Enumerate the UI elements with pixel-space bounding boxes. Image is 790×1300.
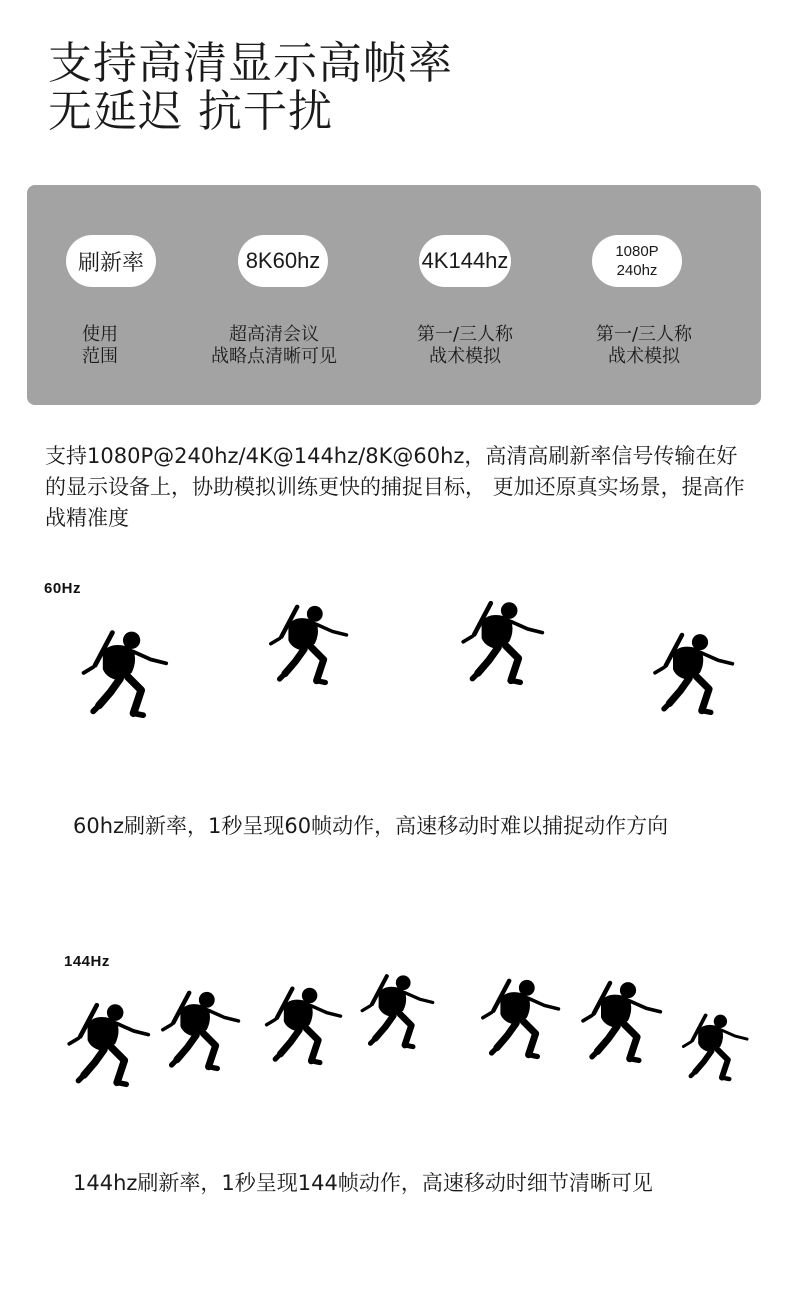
label-144hz: 144Hz [64, 953, 110, 970]
caption-line-2: 战略点清晰可见 [211, 346, 337, 367]
caption-60hz: 60hz刷新率，1秒呈现60帧动作，高速移动时难以捕捉动作方向 [73, 814, 669, 838]
caption-line-1: 第一/三人称 [595, 324, 693, 345]
pill-label-line-1: 1080P [615, 243, 659, 260]
caption-line-2: 战术模拟 [607, 346, 680, 367]
headline-line-1: 支持高清显示高帧率 [48, 38, 453, 89]
running-soldier-icon [354, 962, 436, 1056]
running-soldier-icon [60, 994, 152, 1090]
headline-line-2: 无延迟 抗干扰 [48, 86, 333, 137]
caption-144hz: 144hz刷新率，1秒呈现144帧动作，高速移动时细节清晰可见 [73, 1171, 653, 1195]
description-paragraph: 支持1080P@240hz/4K@144hz/8K@60hz，高清高刷新率信号传输在好的显示设备上，协助模拟训练更快的捕捉目标， 更加还原真实场景，提高作战精准度 [45, 444, 745, 530]
running-soldier-icon [676, 998, 750, 1092]
pill-label: 8K60hz [245, 248, 321, 273]
running-soldier-icon [154, 980, 242, 1076]
label-60hz: 60Hz [44, 580, 82, 597]
pill-label: 刷新率 [77, 249, 144, 275]
caption-line-1: 第一/三人称 [416, 324, 514, 345]
caption-line-1: 超高清会议 [229, 324, 319, 345]
pill-label-line-2: 240hz [616, 262, 658, 279]
running-soldier-icon [474, 968, 562, 1064]
caption-line-1: 使用 [82, 324, 118, 345]
caption-line-2: 战术模拟 [428, 346, 501, 367]
running-soldier-icon [258, 972, 344, 1074]
caption-line-2: 范围 [82, 346, 118, 367]
running-soldier-icon [574, 972, 664, 1066]
pill-label: 4K144hz [421, 248, 509, 273]
